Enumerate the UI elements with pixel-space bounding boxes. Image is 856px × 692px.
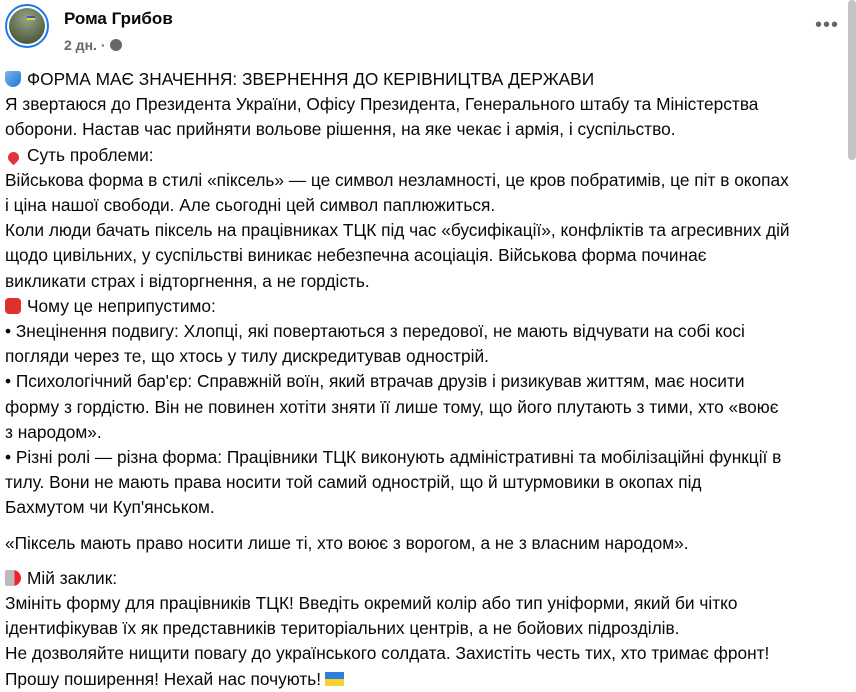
line-text: Прошу поширення! Нехай нас почують! xyxy=(5,668,322,689)
text-line xyxy=(5,667,845,692)
text-line xyxy=(5,591,845,616)
text-line xyxy=(5,395,845,420)
line-text: погляди через те, що хтось у тилу дискредитував однострій. xyxy=(5,346,489,367)
text-line xyxy=(5,92,845,117)
paragraph-gap xyxy=(5,556,845,566)
text-line xyxy=(5,445,845,470)
text-line xyxy=(5,143,845,168)
globe-icon[interactable] xyxy=(110,39,122,51)
text-line xyxy=(5,67,845,92)
line-text: • Різні ролі — різна форма: Працівники ТЦК виконують адміністративні та мобілізаційні функції в xyxy=(5,447,782,468)
line-text: • Знецінення подвигу: Хлопці, які повертаються з передової, не мають відчувати на собі косі xyxy=(5,321,745,342)
mega-icon xyxy=(5,570,21,586)
line-text: викликати страх і відторгнення, а не гордість. xyxy=(5,270,370,291)
text-line xyxy=(5,319,845,344)
line-text: Коли люди бачать піксель на працівниках ТЦК під час «бусифікації», конфліктів та агресивних дій xyxy=(5,220,790,241)
text-line xyxy=(5,369,845,394)
text-line xyxy=(5,344,845,369)
line-text: ідентифікував їх як представників територіальних центрів, а не бойових підрозділів. xyxy=(5,618,680,639)
line-text: оборони. Настав час прийняти вольове рішення, на яке чекає і армія, і суспільство. xyxy=(5,119,676,140)
line-text: з народом». xyxy=(5,421,102,442)
text-line xyxy=(5,218,845,243)
post-meta xyxy=(64,37,122,53)
scrollbar[interactable] xyxy=(848,0,856,160)
line-text: тилу. Вони не мають права носити той самий однострій, що й штурмовики в окопах під xyxy=(5,472,702,493)
stop-icon xyxy=(5,298,21,314)
more-options-button[interactable]: ••• xyxy=(815,14,840,36)
line-text: Змініть форму для працівників ТЦК! Введіть окремий колір або тип уніформи, який би чітко xyxy=(5,593,738,614)
text-line xyxy=(5,168,845,193)
pin-icon xyxy=(6,149,22,165)
author-name[interactable]: Рома Грибов xyxy=(64,9,173,28)
avatar-image xyxy=(9,8,45,44)
line-text: Мій заклик: xyxy=(27,567,118,588)
text-line xyxy=(5,641,845,666)
text-line xyxy=(5,269,845,294)
line-text: Суть проблеми: xyxy=(27,144,154,165)
line-text: Я звертаюся до Президента України, Офісу Президента, Генерального штабу та Міністерства xyxy=(5,94,759,115)
post-time[interactable]: 2 дн. xyxy=(64,37,97,53)
line-text: Чому це неприпустимо: xyxy=(27,295,216,316)
post-text xyxy=(5,67,845,692)
ukraine-flag-icon xyxy=(325,672,344,686)
text-line xyxy=(5,616,845,641)
text-line xyxy=(5,495,845,520)
text-line xyxy=(5,193,845,218)
meta-separator: · xyxy=(100,37,106,53)
line-text: Не дозволяйте нищити повагу до українського солдата. Захистіть честь тих, хто тримає фронт! xyxy=(5,643,770,664)
text-line xyxy=(5,117,845,142)
author-avatar[interactable] xyxy=(5,4,49,48)
line-text: форму з гордістю. Він не повинен хотіти зняти її лише тому, що його плутають з тими, хто «воює xyxy=(5,396,779,417)
text-line xyxy=(5,420,845,445)
line-text: щодо цивільних, у суспільстві виникає небезпечна асоціація. Військова форма починає xyxy=(5,245,707,266)
shield-icon xyxy=(5,71,21,87)
text-line xyxy=(5,531,845,556)
text-line xyxy=(5,294,845,319)
line-text: і ціна нашої свободи. Але сьогодні цей символ паплюжиться. xyxy=(5,195,496,216)
line-text: Бахмутом чи Куп'янськом. xyxy=(5,497,215,518)
line-text: • Психологічний бар'єр: Справжній воїн, який втрачав друзів і ризикував життям, має носити xyxy=(5,371,745,392)
text-line xyxy=(5,566,845,591)
line-text: «Піксель мають право носити лише ті, хто воює з ворогом, а не з власним народом». xyxy=(5,532,689,553)
text-line xyxy=(5,470,845,495)
paragraph-gap xyxy=(5,521,845,531)
text-line xyxy=(5,243,845,268)
line-text: ФОРМА МАЄ ЗНАЧЕННЯ: ЗВЕРНЕННЯ ДО КЕРІВНИЦТВА ДЕРЖАВИ xyxy=(27,69,595,89)
line-text: Військова форма в стилі «піксель» — це символ незламності, це кров побратимів, це піт в окопах xyxy=(5,169,789,190)
